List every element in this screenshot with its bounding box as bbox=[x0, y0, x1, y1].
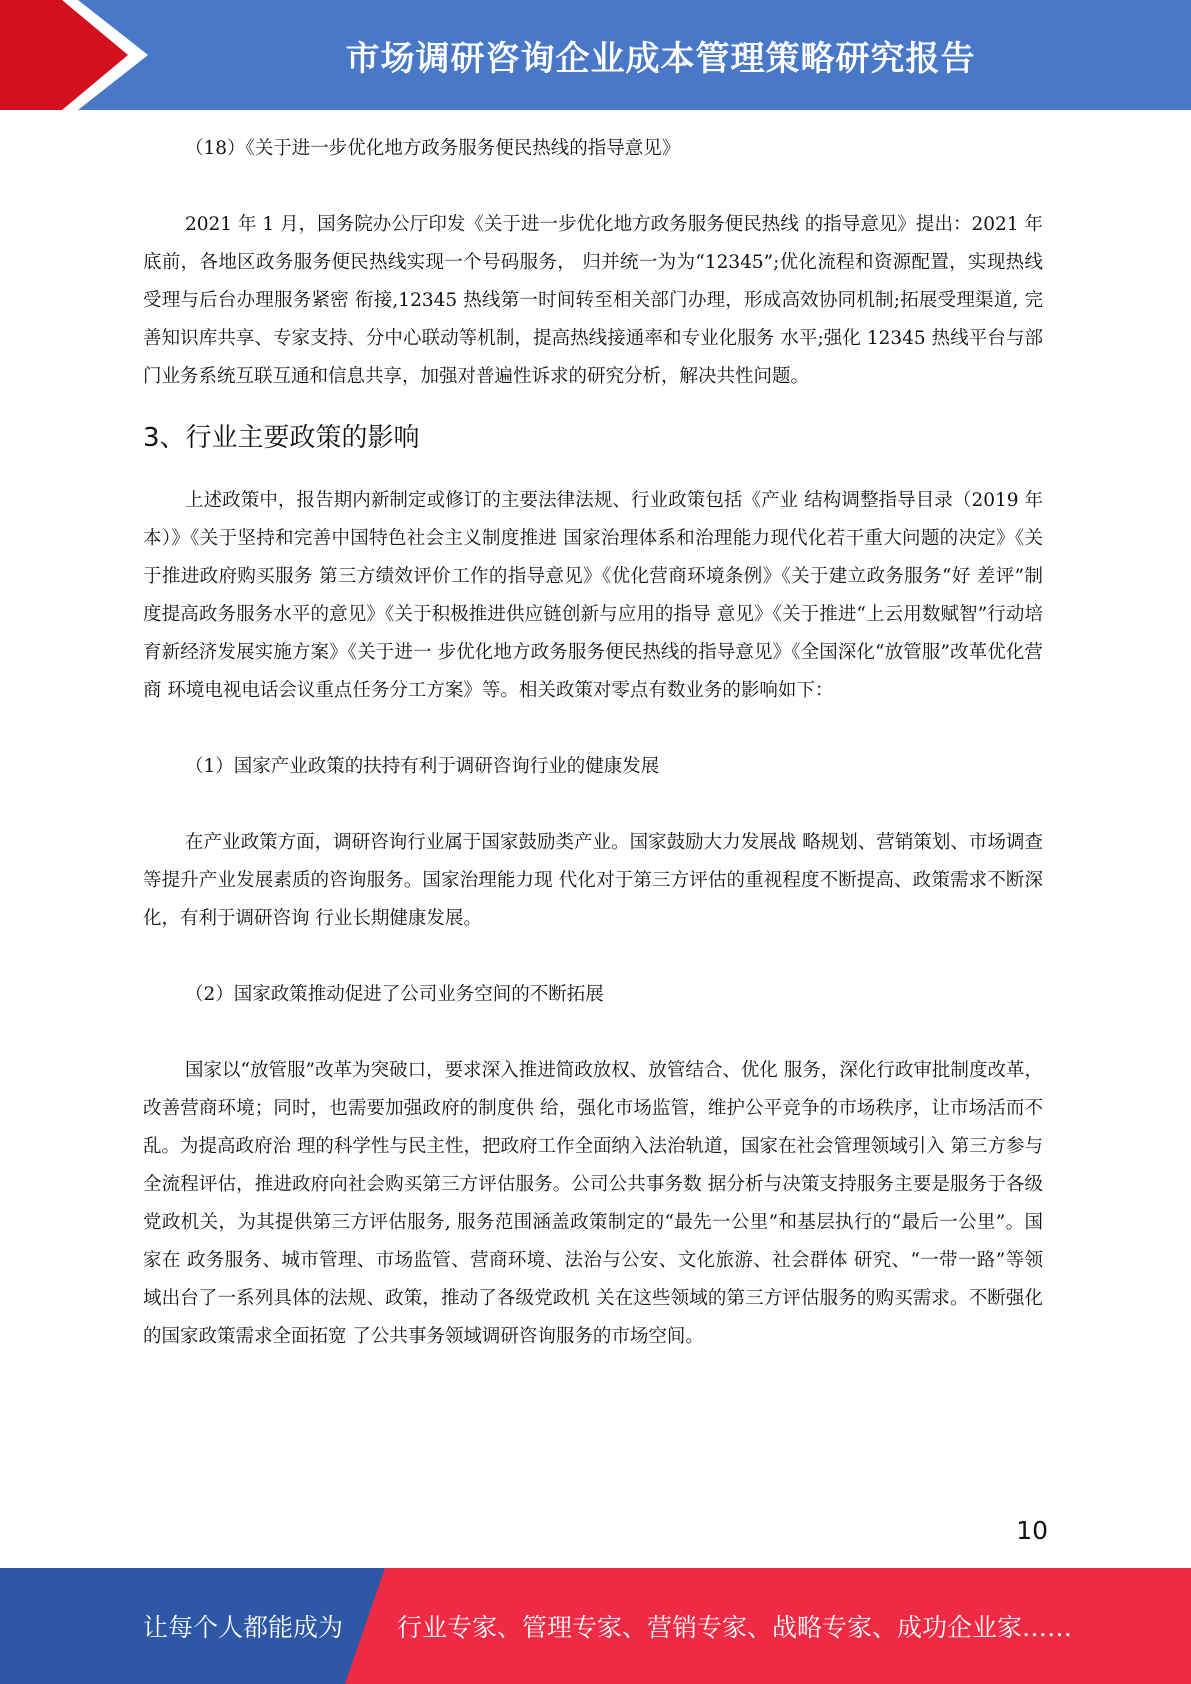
chevron-arrow-icon bbox=[0, 0, 160, 110]
subsection-2-body: 国家以“放管服”改革为突破口，要求深入推进简政放权、放管结合、优化 服务，深化行政审批制度改革，改善营商环境；同时，也需要加强政府的制度供 给，强化市场监管，维护公平竞争的市场秩序，让市场活而不乱。为提高政府治 理的科学性与民主性，把政府工作全面纳入法治轨道，国家在社会管理领域引入 第三方参与全流程评估，推进政府向社会购买第三方评估服务。公司公共事务数 据分析与决策支持服务主要是服务于各级党政机关，为其提供第三方评估服务, 服务范围涵盖政策制定的“最先一公里”和基层执行的“最后一公里”。国家在 政务服务、城市管理、市场监管、营商环境、法治与公安、文化旅游、社会群体 研究、“一带一路”等领域出台了一系列具体的法规、政策，推动了各级党政机 关在这些领域的第三方评估服务的购买需求。不断强化的国家政策需求全面拓宽 了公共事务领域调研咨询服务的市场空间。 bbox=[143, 1060, 1043, 1347]
policy-item-18-title: （18）《关于进一步优化地方政务服务便民热线的指导意见》 bbox=[185, 138, 681, 159]
section-heading: 3、行业主要政策的影响 bbox=[143, 423, 420, 453]
page-footer bbox=[0, 1568, 1191, 1684]
policy-summary-paragraph: 上述政策中，报告期内新制定或修订的主要法律法规、行业政策包括《产业 结构调整指导目录（2019 年本）》《关于坚持和完善中国特色社会主义制度推进 国家治理体系和治理能力现代化若干重大问题的决定》《关于推进政府购买服务 第三方绩效评价工作的指导意见》《优化营商环境条例》《关于建立政务服务“好 差评”制度提高政务服务水平的意见》《关于积极推进供应链创新与应用的指导 意见》《关于推进“上云用数赋智”行动培育新经济发展实施方案》《关于进一 步优化地方政务服务便民热线的指导意见》《全国深化“放管服”改革优化营商 环境电视电话会议重点任务分工方案》等。相关政策对零点有数业务的影响如下： bbox=[143, 490, 1043, 701]
policy-item-18-body: 2021 年 1 月，国务院办公厅印发《关于进一步优化地方政务服务便民热线 的指导意见》提出：2021 年底前，各地区政务服务便民热线实现一个号码服务， 归并统一为为“12345”;优化流程和资源配置，实现热线受理与后台办理服务紧密 衔接,12345 热线第一时间转至相关部门办理，形成高效协同机制;拓展受理渠道, 完善知识库共享、专家支持、分中心联动等机制，提高热线接通率和专业化服务 水平;强化 12345 热线平台与部门业务系统互联互通和信息共享，加强对普遍性诉求的研究分析，解决共性问题。 bbox=[143, 214, 1043, 387]
subsection-2-title: （2）国家政策推动促进了公司业务空间的不断拓展 bbox=[185, 984, 604, 1005]
subsection-1-body: 在产业政策方面，调研咨询行业属于国家鼓励类产业。国家鼓励大力发展战 略规划、营销策划、市场调查等提升产业发展素质的咨询服务。国家治理能力现 代化对于第三方评估的重视程度不断提高、政策需求不断深化，有利于调研咨询 行业长期健康发展。 bbox=[143, 832, 1043, 929]
document-title: 市场调研咨询企业成本管理策略研究报告 bbox=[345, 38, 976, 79]
footer-slogan-left: 让每个人都能成为 bbox=[143, 1613, 344, 1642]
footer-slogan-right: 行业专家、管理专家、营销专家、战略专家、成功企业家…… bbox=[397, 1613, 1073, 1642]
page-number: 10 bbox=[1016, 1516, 1048, 1545]
subsection-1-title: （1）国家产业政策的扶持有利于调研咨询行业的健康发展 bbox=[185, 756, 660, 777]
page-header bbox=[0, 0, 1191, 110]
page-content bbox=[143, 130, 1043, 1356]
